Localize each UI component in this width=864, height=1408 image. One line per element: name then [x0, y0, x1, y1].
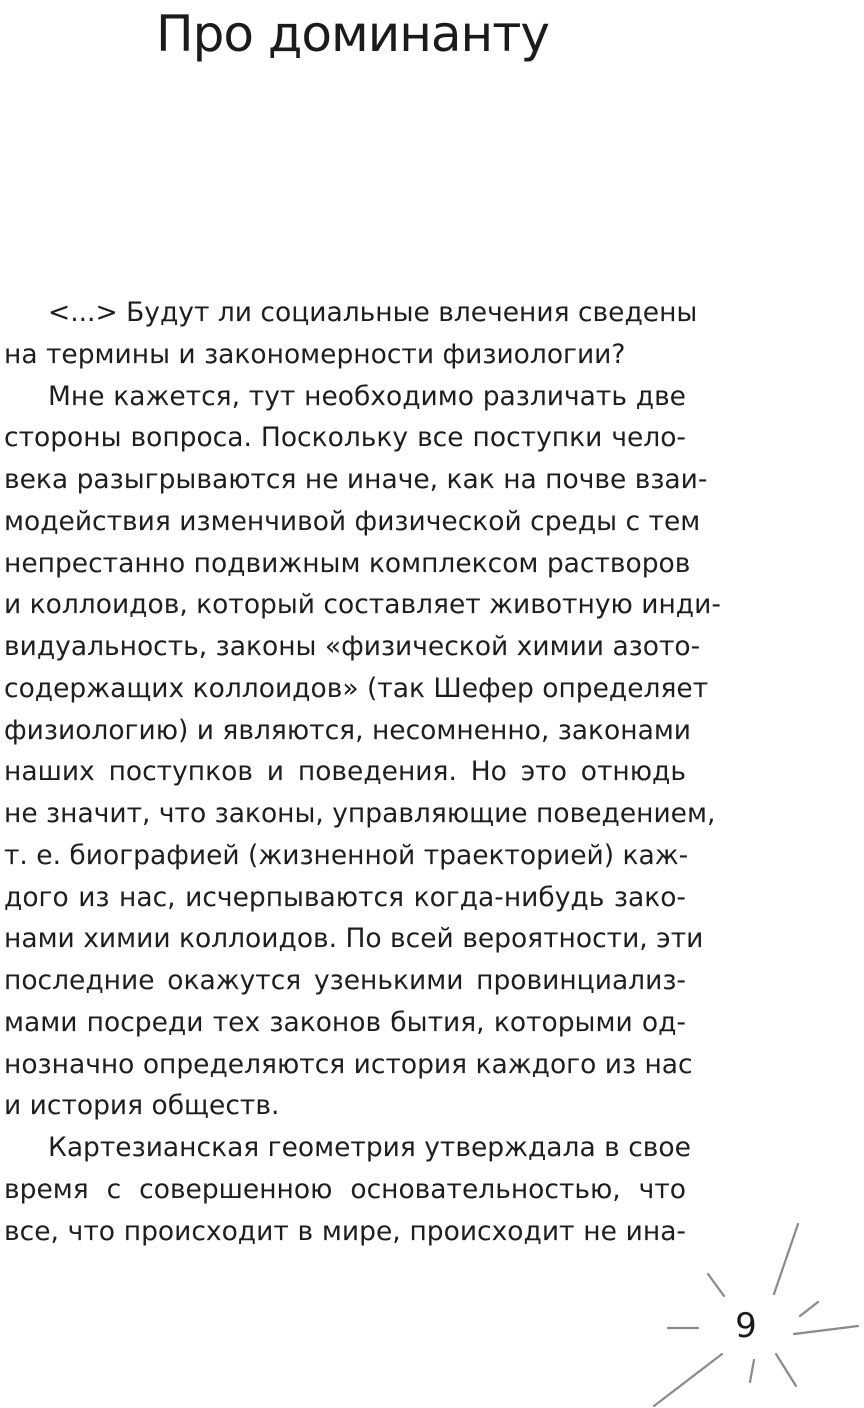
- text-line: Картезианская геометрия утверждала в свое: [48, 1132, 691, 1163]
- sunburst-ray: [776, 1354, 796, 1386]
- text-line: на термины и закономерности физиологии?: [4, 338, 626, 370]
- text-line: не значит, что законы, управляющие поведением,: [4, 798, 716, 829]
- sunburst-ray: [774, 1224, 798, 1294]
- text-line: физиологию) и являются, несомненно, законами: [4, 714, 692, 746]
- text-line: дого из нас, исчерпываются когда-нибудь зако-: [4, 881, 686, 913]
- page-title: Про доминанту: [156, 5, 549, 63]
- text-line: последние окажутся узенькими провинциализ-: [4, 965, 686, 996]
- text-line: содержащих коллоидов» (так Шефер определяет: [4, 672, 709, 704]
- text-line: и коллоидов, который составляет животную инди-: [4, 589, 721, 621]
- text-line: время с совершенною основательностью, что: [4, 1173, 686, 1205]
- text-line: видуальность, законы «физической химии азото-: [4, 631, 701, 662]
- text-line: непрестанно подвижным комплексом растворов: [4, 547, 691, 579]
- text-line: Мне кажется, тут необходимо различать две: [48, 380, 686, 412]
- text-line: т. е. биографией (жизненной траекторией) каж-: [4, 839, 689, 871]
- body-text: [4, 292, 721, 1252]
- sunburst-ray: [708, 1274, 724, 1296]
- sunburst-ray: [794, 1326, 858, 1334]
- text-line: и история обществ.: [4, 1090, 280, 1122]
- page-number: 9: [735, 1306, 757, 1346]
- text-line: наших поступков и поведения. Но это отнюдь: [4, 756, 686, 788]
- sunburst-ray: [654, 1354, 722, 1406]
- sunburst-ray: [800, 1302, 818, 1316]
- text-line: века разыгрываются не иначе, как на почве взаи-: [4, 464, 708, 495]
- sunburst-ray: [750, 1360, 754, 1382]
- text-line: нозначно определяются история каждого из нас: [4, 1048, 693, 1080]
- text-line: все, что происходит в мире, происходит не ина-: [4, 1215, 686, 1247]
- text-line: модействия изменчивой физической среды с тем: [4, 505, 701, 537]
- text-line: нами химии коллоидов. По всей вероятности, эти: [4, 923, 704, 955]
- text-line: стороны вопроса. Поскольку все поступки чело-: [4, 422, 686, 454]
- text-line: мами посреди тех законов бытия, которыми од-: [4, 1006, 686, 1038]
- text-line: <...> Будут ли социальные влечения сведены: [48, 297, 698, 328]
